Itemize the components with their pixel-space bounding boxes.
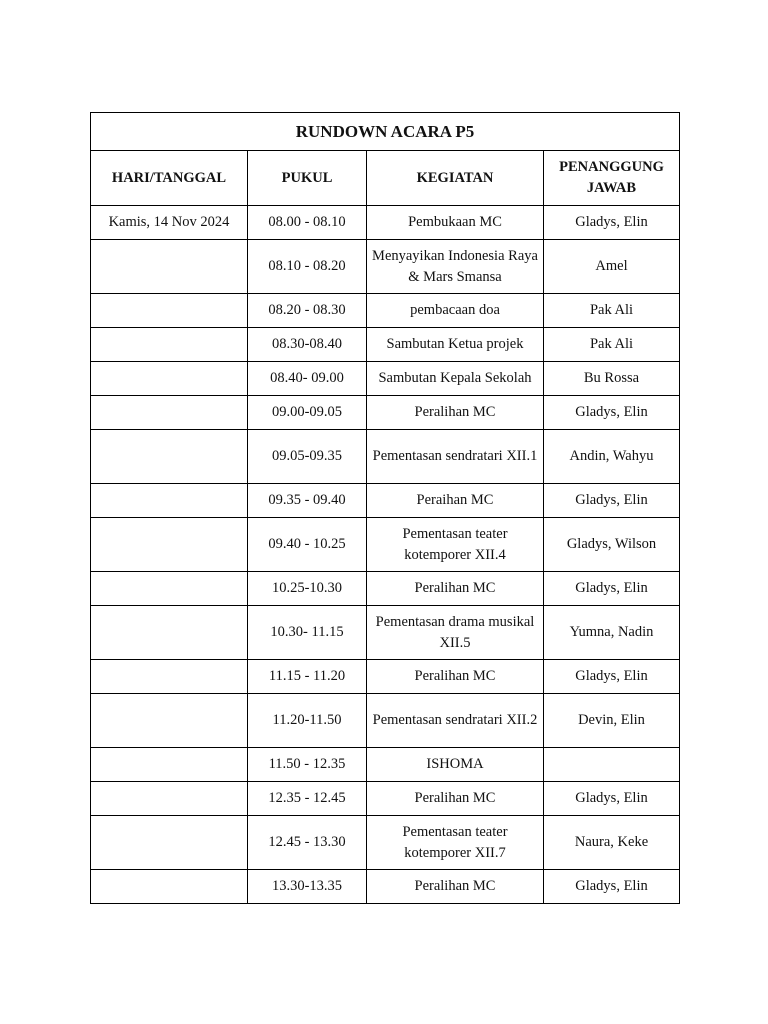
- header-row: [91, 151, 680, 206]
- cell-pukul: 10.30- 11.15: [248, 606, 367, 660]
- cell-kegiatan: Pementasan teater kotemporer XII.7: [367, 816, 544, 870]
- cell-pukul: 09.40 - 10.25: [248, 518, 367, 572]
- rundown-table: [90, 112, 680, 904]
- table-row: [91, 396, 680, 430]
- cell-hari-tanggal: [91, 870, 248, 904]
- table-row: [91, 430, 680, 484]
- cell-hari-tanggal: [91, 328, 248, 362]
- cell-pukul: 11.20-11.50: [248, 694, 367, 748]
- cell-penanggung-jawab: Gladys, Elin: [544, 870, 680, 904]
- cell-penanggung-jawab: Gladys, Elin: [544, 572, 680, 606]
- cell-penanggung-jawab: Gladys, Elin: [544, 206, 680, 240]
- cell-pukul: 11.50 - 12.35: [248, 748, 367, 782]
- cell-pukul: 13.30-13.35: [248, 870, 367, 904]
- cell-pukul: 12.45 - 13.30: [248, 816, 367, 870]
- cell-hari-tanggal: [91, 816, 248, 870]
- table-row: [91, 328, 680, 362]
- cell-kegiatan: Pementasan sendratari XII.1: [367, 430, 544, 484]
- cell-kegiatan: Peraihan MC: [367, 484, 544, 518]
- cell-hari-tanggal: [91, 748, 248, 782]
- table-row: [91, 294, 680, 328]
- cell-penanggung-jawab: Gladys, Elin: [544, 660, 680, 694]
- cell-kegiatan: Pementasan teater kotemporer XII.4: [367, 518, 544, 572]
- header-kegiatan: KEGIATAN: [367, 151, 544, 206]
- cell-pukul: 08.20 - 08.30: [248, 294, 367, 328]
- cell-pukul: 09.35 - 09.40: [248, 484, 367, 518]
- cell-penanggung-jawab: Yumna, Nadin: [544, 606, 680, 660]
- cell-penanggung-jawab: Andin, Wahyu: [544, 430, 680, 484]
- cell-pukul: 09.05-09.35: [248, 430, 367, 484]
- cell-penanggung-jawab: Gladys, Elin: [544, 484, 680, 518]
- header-hari-tanggal: HARI/TANGGAL: [91, 151, 248, 206]
- cell-hari-tanggal: [91, 362, 248, 396]
- cell-penanggung-jawab: Pak Ali: [544, 294, 680, 328]
- table-row: [91, 518, 680, 572]
- cell-hari-tanggal: [91, 782, 248, 816]
- table-row: [91, 782, 680, 816]
- cell-hari-tanggal: [91, 606, 248, 660]
- header-penanggung-jawab: PENANGGUNG JAWAB: [544, 151, 680, 206]
- header-pukul: PUKUL: [248, 151, 367, 206]
- cell-kegiatan: Sambutan Ketua projek: [367, 328, 544, 362]
- table-row: [91, 206, 680, 240]
- cell-pukul: 08.00 - 08.10: [248, 206, 367, 240]
- cell-hari-tanggal: [91, 240, 248, 294]
- cell-pukul: 08.40- 09.00: [248, 362, 367, 396]
- cell-pukul: 09.00-09.05: [248, 396, 367, 430]
- table-row: [91, 660, 680, 694]
- cell-pukul: 08.10 - 08.20: [248, 240, 367, 294]
- cell-kegiatan: Pementasan sendratari XII.2: [367, 694, 544, 748]
- cell-hari-tanggal: [91, 694, 248, 748]
- cell-hari-tanggal: [91, 518, 248, 572]
- cell-hari-tanggal: [91, 396, 248, 430]
- cell-penanggung-jawab: Amel: [544, 240, 680, 294]
- cell-kegiatan: Menyayikan Indonesia Raya & Mars Smansa: [367, 240, 544, 294]
- cell-kegiatan: Peralihan MC: [367, 782, 544, 816]
- cell-kegiatan: Pementasan drama musikal XII.5: [367, 606, 544, 660]
- table-row: [91, 816, 680, 870]
- cell-penanggung-jawab: Gladys, Elin: [544, 782, 680, 816]
- cell-hari-tanggal: [91, 572, 248, 606]
- cell-hari-tanggal: [91, 484, 248, 518]
- table-row: [91, 694, 680, 748]
- table-title: RUNDOWN ACARA P5: [91, 113, 680, 151]
- cell-penanggung-jawab: Bu Rossa: [544, 362, 680, 396]
- cell-hari-tanggal: Kamis, 14 Nov 2024: [91, 206, 248, 240]
- cell-kegiatan: Sambutan Kepala Sekolah: [367, 362, 544, 396]
- table-row: [91, 870, 680, 904]
- table-row: [91, 748, 680, 782]
- cell-kegiatan: Peralihan MC: [367, 396, 544, 430]
- cell-penanggung-jawab: Pak Ali: [544, 328, 680, 362]
- table-row: [91, 606, 680, 660]
- table-row: [91, 362, 680, 396]
- cell-pukul: 12.35 - 12.45: [248, 782, 367, 816]
- cell-penanggung-jawab: [544, 748, 680, 782]
- cell-pukul: 11.15 - 11.20: [248, 660, 367, 694]
- cell-hari-tanggal: [91, 430, 248, 484]
- cell-hari-tanggal: [91, 660, 248, 694]
- cell-hari-tanggal: [91, 294, 248, 328]
- cell-kegiatan: pembacaan doa: [367, 294, 544, 328]
- table-row: [91, 240, 680, 294]
- cell-pukul: 08.30-08.40: [248, 328, 367, 362]
- cell-kegiatan: Pembukaan MC: [367, 206, 544, 240]
- cell-penanggung-jawab: Gladys, Elin: [544, 396, 680, 430]
- cell-penanggung-jawab: Devin, Elin: [544, 694, 680, 748]
- table-row: [91, 572, 680, 606]
- table-row: [91, 484, 680, 518]
- cell-kegiatan: ISHOMA: [367, 748, 544, 782]
- cell-pukul: 10.25-10.30: [248, 572, 367, 606]
- cell-penanggung-jawab: Gladys, Wilson: [544, 518, 680, 572]
- cell-penanggung-jawab: Naura, Keke: [544, 816, 680, 870]
- cell-kegiatan: Peralihan MC: [367, 870, 544, 904]
- cell-kegiatan: Peralihan MC: [367, 572, 544, 606]
- cell-kegiatan: Peralihan MC: [367, 660, 544, 694]
